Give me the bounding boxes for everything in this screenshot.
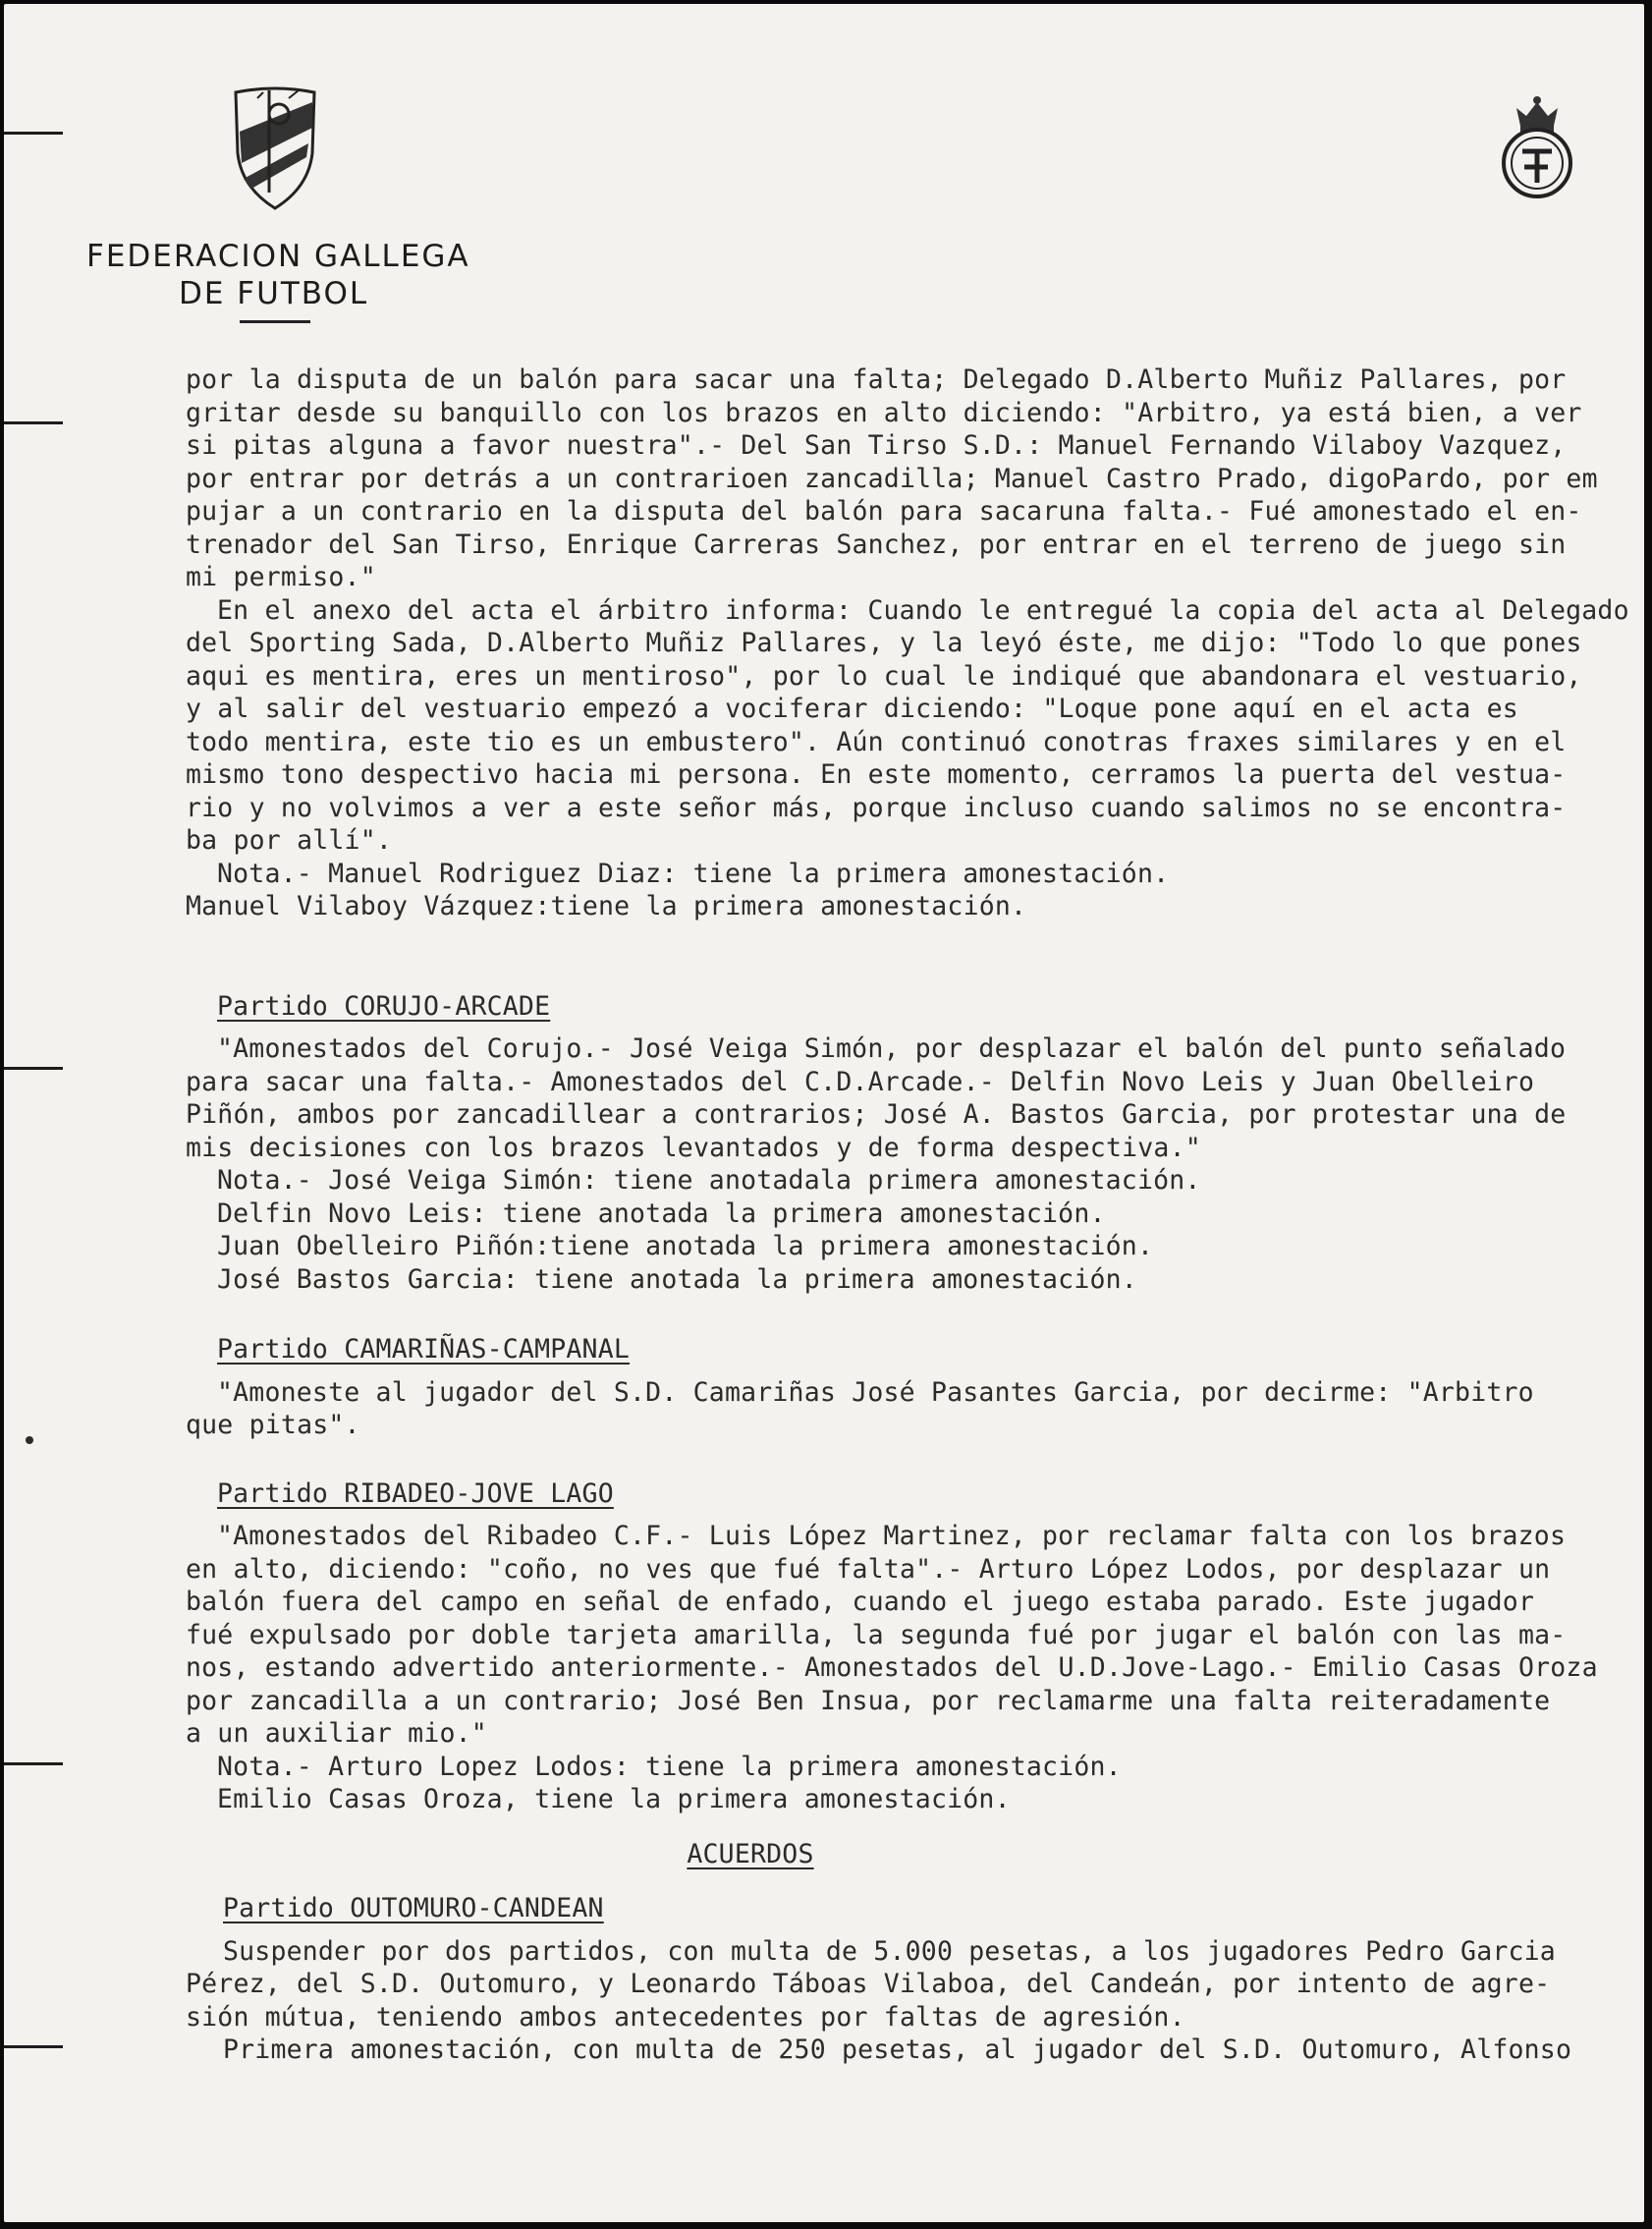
text-line: trenador del San Tirso, Enrique Carreras Sanchez, por entrar en el terreno de juego sin [186, 529, 1567, 560]
text-line: y al salir del vestuario empezó a vociferar diciendo: "Loque pone aquí en el acta es [186, 694, 1518, 724]
text-line: fué expulsado por doble tarjeta amarilla, la segunda fué por jugar el balón con las ma- [186, 1619, 1567, 1650]
text-line: por zancadilla a un contrario; José Ben Insua, por reclamarme una falta reiteradamente [186, 1685, 1551, 1716]
text-line: "Amoneste al jugador del S.D. Camariñas José Pasantes Garcia, por decirme: "Arbitro [217, 1376, 1534, 1408]
rfef-crown-crest [1499, 90, 1575, 198]
federation-name [86, 238, 470, 312]
document-body [186, 363, 1644, 2067]
text-line: para sacar una falta.- Amonestados del C.D.Arcade.- Delfin Novo Leis y Juan Obelleiro [186, 1066, 1535, 1097]
federation-name-line2: DE FUTBOL [179, 276, 369, 311]
text-line: que pitas". [186, 1410, 360, 1440]
text-line: Piñón, ambos por zancadillear a contrarios; José A. Bastos Garcia, por protestar una de [186, 1099, 1567, 1130]
section-heading-acuerdos: ACUERDOS [687, 1838, 814, 1869]
note-line: Delfin Novo Leis: tiene anotada la primera amonestación. [217, 1198, 1106, 1229]
text-line: en alto, diciendo: "coño, no ves que fué falta".- Arturo López Lodos, por desplazar un [186, 1553, 1551, 1585]
text-line: mismo tono despectivo hacia mi persona. En este momento, cerramos la puerta del vestua- [186, 759, 1567, 790]
text-line: a un auxiliar mio." [186, 1718, 487, 1749]
text-line: En el anexo del acta el árbitro informa: Cuando le entregué la copia del acta al Delegado [217, 594, 1629, 626]
header-divider [240, 320, 310, 323]
text-line: Primera amonestación, con multa de 250 pesetas, al jugador del S.D. Outomuro, Alfonso [223, 2034, 1572, 2065]
text-line: rio y no volvimos a ver a este señor más, porque incluso cuando salimos no se encontra- [186, 792, 1567, 823]
note-line: Manuel Vilaboy Vázquez:tiene la primera amonestación. [186, 891, 1027, 921]
binding-mark [4, 1067, 63, 1070]
text-line: sión mútua, teniendo ambos antecedentes por faltas de agresión. [186, 2001, 1185, 2033]
federation-name-line1: FEDERACION GALLEGA [86, 239, 470, 274]
section-heading-camarinas-campanal: Partido CAMARIÑAS-CAMPANAL [217, 1334, 631, 1365]
document-page [4, 4, 1644, 2222]
federation-shield-logo [230, 84, 320, 212]
text-line: gritar desde su banquillo con los brazos en alto diciendo: "Arbitro, ya está bien, a ver [186, 397, 1582, 428]
text-line: por entrar por detrás a un contrarioen zancadilla; Manuel Castro Prado, digoPardo, por em [186, 463, 1598, 494]
binding-mark [4, 132, 63, 135]
note-line: Nota.- Manuel Rodriguez Diaz: tiene la primera amonestación. [217, 858, 1170, 889]
text-line: Pérez, del S.D. Outomuro, y Leonardo Táboas Vilaboa, del Candeán, por intento de agre- [186, 1969, 1551, 1999]
binding-mark [4, 421, 63, 424]
note-line: Nota.- Arturo Lopez Lodos: tiene la primera amonestación. [217, 1751, 1122, 1782]
text-line: por la disputa de un balón para sacar una falta; Delegado D.Alberto Muñiz Pallares, por [186, 364, 1567, 395]
text-line: balón fuera del campo en señal de enfado, cuando el juego estaba parado. Este jugador [186, 1587, 1535, 1617]
text-line: "Amonestados del Ribadeo C.F.- Luis López Martinez, por reclamar falta con los brazos [217, 1521, 1567, 1551]
note-line: José Bastos Garcia: tiene anotada la primera amonestación. [217, 1263, 1137, 1295]
text-line: todo mentira, este tio es un embustero". Aún continuó conotras fraxes similares y en el [186, 726, 1567, 757]
text-line: Suspender por dos partidos, con multa de 5.000 pesetas, a los jugadores Pedro Garcia [223, 1935, 1556, 1967]
text-line: mis decisiones con los brazos levantados y de forma despectiva." [186, 1132, 1201, 1163]
section-heading-ribadeo-jove-lago: Partido RIBADEO-JOVE LAGO [217, 1477, 614, 1509]
section-heading-outomuro-candean: Partido OUTOMURO-CANDEAN [223, 1893, 604, 1923]
text-line: mi permiso." [186, 562, 376, 592]
note-line: Emilio Casas Oroza, tiene la primera amonestación. [217, 1784, 1011, 1814]
binding-mark [4, 2045, 63, 2048]
text-line: "Amonestados del Corujo.- José Veiga Simón, por desplazar el balón del punto señalado [217, 1033, 1567, 1064]
text-line: nos, estando advertido anteriormente.- Amonestados del U.D.Jove-Lago.- Emilio Casas Oroza [186, 1652, 1598, 1683]
text-line: pujar a un contrario en la disputa del balón para sacaruna falta.- Fué amonestado el en- [186, 496, 1582, 527]
note-line: Juan Obelleiro Piñón:tiene anotada la primera amonestación. [217, 1231, 1154, 1261]
section-heading-corujo-arcade: Partido CORUJO-ARCADE [217, 990, 551, 1022]
binding-hole [26, 1436, 33, 1444]
text-line: del Sporting Sada, D.Alberto Muñiz Pallares, y la leyó éste, me dijo: "Todo lo que pones [186, 628, 1582, 658]
text-line: ba por allí". [186, 825, 393, 856]
note-line: Nota.- José Veiga Simón: tiene anotadala primera amonestación. [217, 1165, 1201, 1196]
text-line: aqui es mentira, eres un mentiroso", por lo cual le indiqué que abandonara el vestuario, [186, 660, 1582, 692]
text-line: si pitas alguna a favor nuestra".- Del San Tirso S.D.: Manuel Fernando Vilaboy Vazquez, [186, 430, 1567, 461]
binding-mark [4, 1762, 63, 1765]
